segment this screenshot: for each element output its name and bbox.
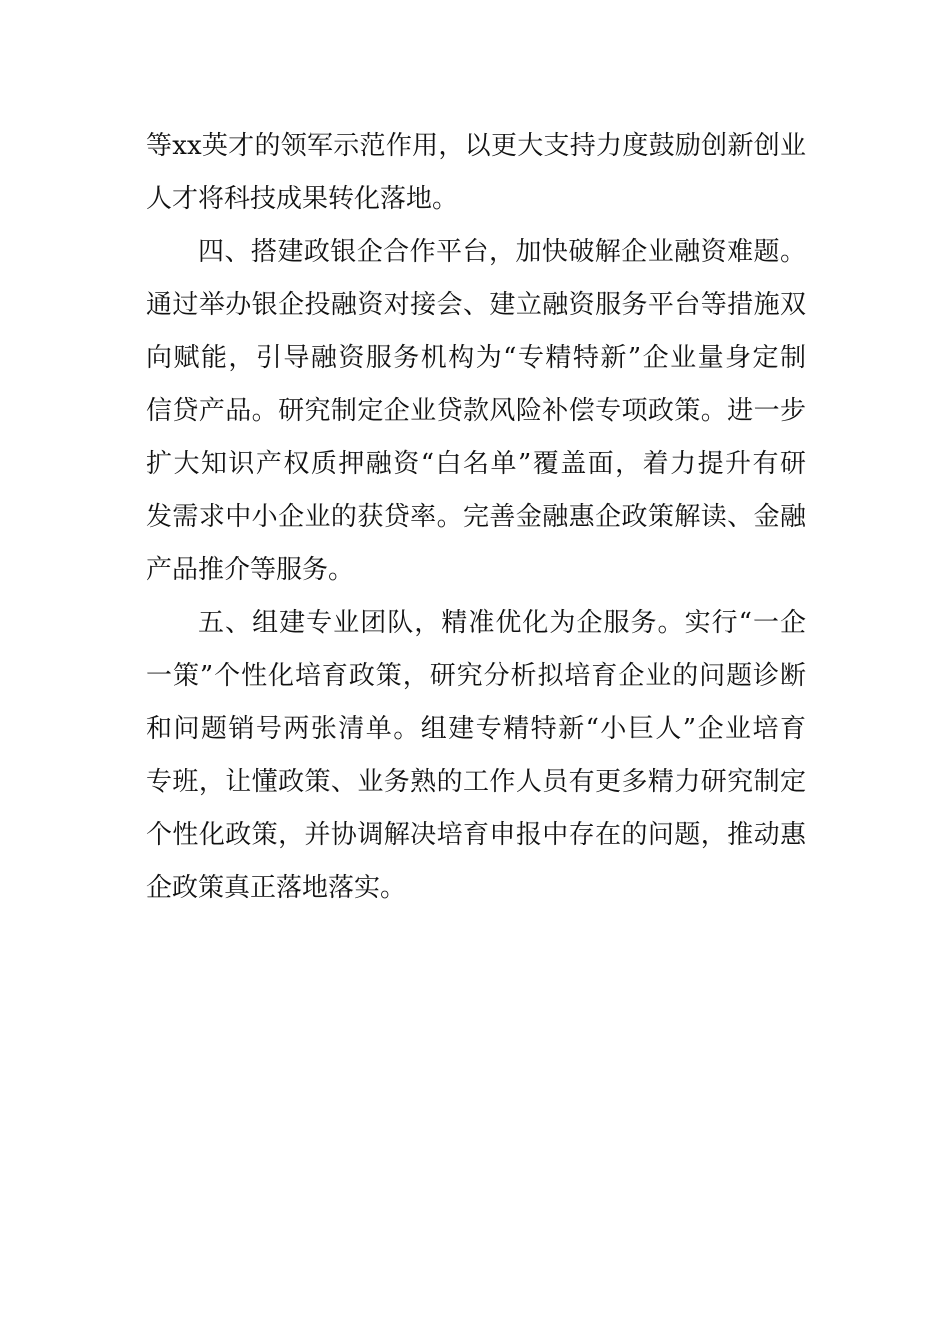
text-line: 企政策真正落地落实。 <box>146 873 407 903</box>
text-line: 向赋能，引导融资服务机构为“专精特新”企业量身定制 <box>146 343 806 373</box>
document-body <box>146 120 806 915</box>
paragraph-heading-line: 五、组建专业团队，精准优化为企服务。实行“一企 <box>198 608 806 638</box>
paragraph-heading-line: 四、搭建政银企合作平台，加快破解企业融资难题。 <box>198 237 806 267</box>
text-line: 个性化政策，并协调解决培育申报中存在的问题，推动惠 <box>146 820 806 850</box>
paragraph-financing-platform <box>146 226 806 597</box>
text-line: 发需求中小企业的获贷率。完善金融惠企政策解读、金融 <box>146 502 806 532</box>
text-line: 通过举办银企投融资对接会、建立融资服务平台等措施双 <box>146 290 806 320</box>
text-line: 信贷产品。研究制定企业贷款风险补偿专项政策。进一步 <box>146 396 806 426</box>
text-line: 和问题销号两张清单。组建专精特新“小巨人”企业培育 <box>146 714 806 744</box>
text-line: 专班，让懂政策、业务熟的工作人员有更多精力研究制定 <box>146 767 806 797</box>
paragraph-talent <box>146 120 806 226</box>
paragraph-professional-team <box>146 597 806 915</box>
text-line: 产品推介等服务。 <box>146 555 355 585</box>
text-line: 等xx英才的领军示范作用，以更大支持力度鼓励创新创业 <box>146 131 806 161</box>
text-line: 一策”个性化培育政策，研究分析拟培育企业的问题诊断 <box>146 661 806 691</box>
text-line: 扩大知识产权质押融资“白名单”覆盖面，着力提升有研 <box>146 449 806 479</box>
text-line: 人才将科技成果转化落地。 <box>146 184 459 214</box>
